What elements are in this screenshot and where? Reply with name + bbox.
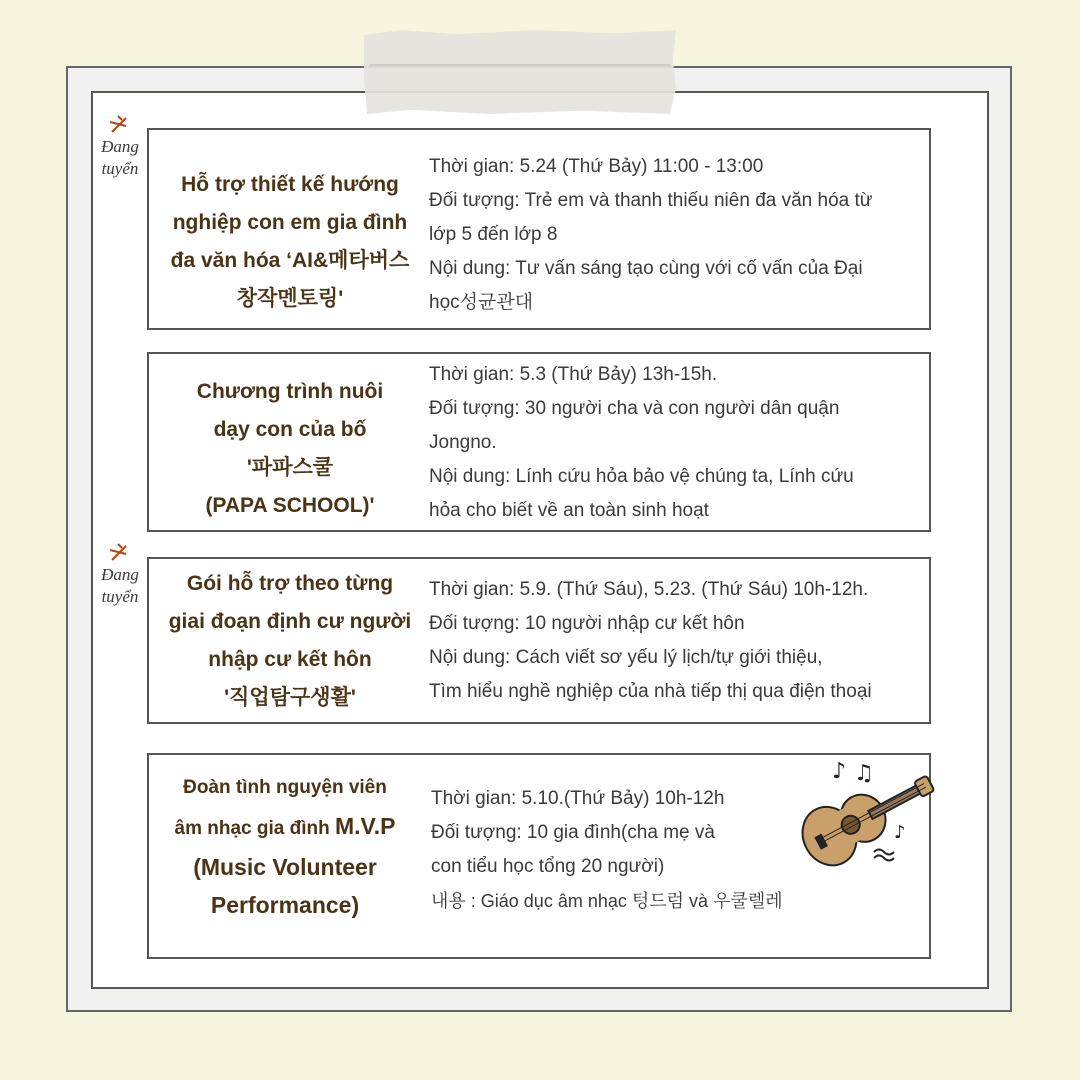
- title-line: '직업탐구생활': [224, 686, 356, 709]
- program-title-2: [152, 373, 428, 525]
- title-line-abbr: M.V.P: [334, 813, 396, 839]
- program-title-1: [152, 166, 428, 318]
- info-line: Đối tượng: 10 gia đình(cha mẹ và: [431, 822, 715, 843]
- title-line: đa văn hóa ‘AI&메타버스: [170, 249, 410, 272]
- svg-text:♪: ♪: [832, 759, 847, 784]
- svg-text:♪: ♪: [894, 822, 906, 843]
- title-line: (PAPA SCHOOL)': [205, 494, 375, 517]
- title-line: '파파스쿨: [246, 456, 334, 479]
- info-line: lớp 5 đến lớp 8: [429, 224, 558, 245]
- info-line: Nội dung: Tư vấn sáng tạo cùng với cố vấn của Đại: [429, 258, 863, 279]
- info-line: Nội dung: Lính cứu hỏa bảo vệ chúng ta, Lính cứu: [429, 466, 854, 487]
- info-line: Thời gian: 5.3 (Thứ Bảy) 13h-15h.: [429, 364, 718, 385]
- title-line: nhập cư kết hôn: [208, 648, 372, 671]
- recruiting-badge: [92, 540, 148, 608]
- info-line: Thời gian: 5.9. (Thứ Sáu), 5.23. (Thứ Sáu) 10h-12h.: [429, 579, 869, 600]
- program-title-4: [152, 769, 418, 924]
- info-line: Thời gian: 5.10.(Thứ Bảy) 10h-12h: [431, 788, 725, 809]
- title-line: Hỗ trợ thiết kế hướng: [181, 173, 399, 196]
- pin-icon: [92, 540, 148, 564]
- info-line: Jongno.: [429, 432, 497, 453]
- program-title-3: [150, 565, 430, 717]
- program-info-1: [429, 150, 929, 320]
- title-line: Chương trình nuôi: [196, 380, 384, 403]
- title-line-part: âm nhạc gia đình: [174, 818, 330, 839]
- program-info-2: [429, 358, 929, 528]
- title-line: 창작멘토링': [236, 287, 344, 310]
- info-line: Đối tượng: Trẻ em và thanh thiếu niên đa văn hóa từ: [429, 190, 873, 211]
- title-line: Đoàn tình nguyện viên: [183, 777, 387, 798]
- ukulele-icon: [796, 752, 936, 868]
- info-line: Tìm hiểu nghề nghiệp của nhà tiếp thị qua điện thoại: [429, 681, 872, 702]
- badge-label-line1: Đang: [101, 137, 139, 156]
- badge-label-line2: tuyển: [101, 159, 139, 178]
- svg-text:♫: ♫: [854, 761, 874, 786]
- recruiting-badge: [92, 112, 148, 180]
- badge-label-line1: Đang: [101, 565, 139, 584]
- title-line: dạy con của bố: [213, 418, 367, 441]
- title-line: nghiệp con em gia đình: [172, 211, 408, 234]
- pin-icon: [92, 112, 148, 136]
- info-line: học성균관대: [429, 292, 534, 313]
- program-info-4: [431, 782, 811, 918]
- info-line: con tiểu học tổng 20 người): [431, 856, 665, 877]
- title-line: (Music Volunteer: [193, 854, 377, 880]
- title-line: Gói hỗ trợ theo từng: [186, 572, 394, 595]
- tape-decoration: [364, 30, 676, 114]
- badge-label-line2: tuyển: [101, 587, 139, 606]
- program-info-3: [429, 573, 929, 709]
- info-line: 내용 : Giáo dục âm nhạc 텅드럼 và 우쿨렐레: [431, 891, 783, 911]
- title-line: Performance): [210, 892, 360, 918]
- info-line: Nội dung: Cách viết sơ yếu lý lịch/tự giới thiệu,: [429, 647, 823, 668]
- title-line: [152, 807, 418, 848]
- info-line: hỏa cho biết về an toàn sinh hoạt: [429, 500, 709, 521]
- info-line: Thời gian: 5.24 (Thứ Bảy) 11:00 - 13:00: [429, 156, 764, 177]
- info-line: Đối tượng: 30 người cha và con người dân quận: [429, 398, 840, 419]
- info-line: Đối tượng: 10 người nhập cư kết hôn: [429, 613, 745, 634]
- title-line: giai đoạn định cư người: [168, 610, 412, 633]
